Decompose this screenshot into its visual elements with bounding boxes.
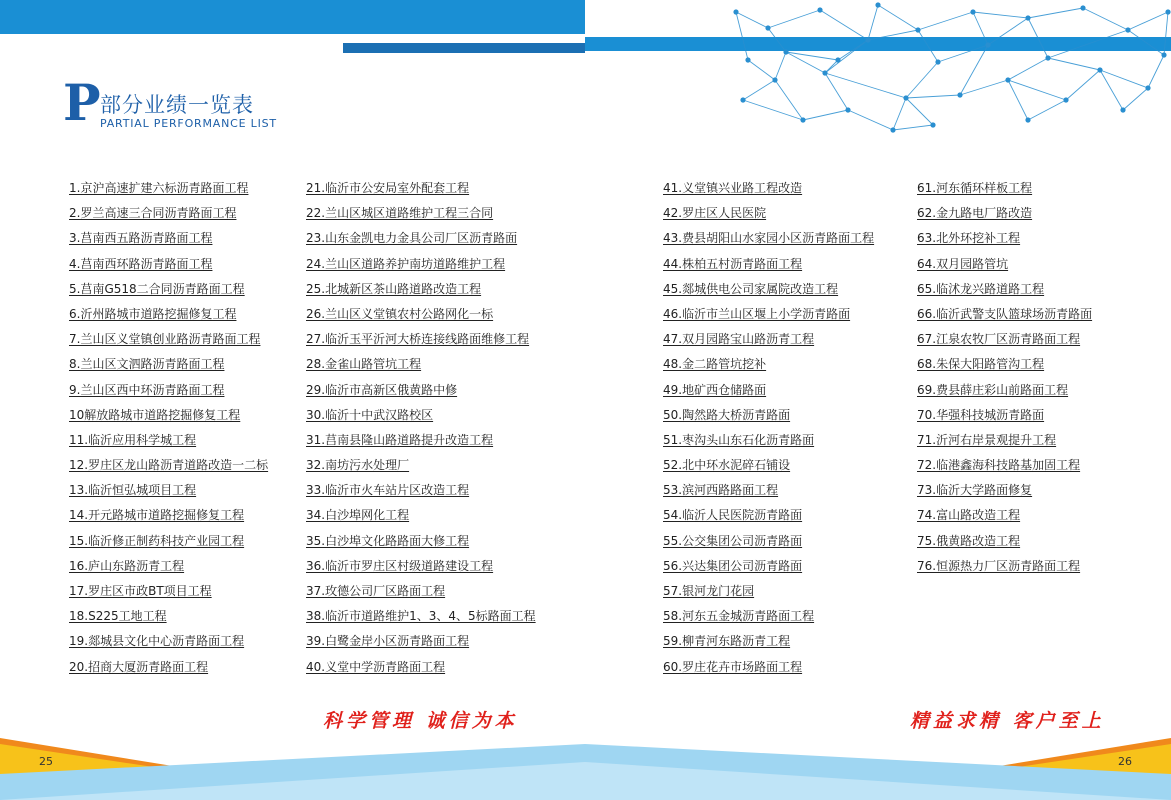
list-item[interactable]: 70.华强科技城沥青路面: [917, 407, 1045, 422]
list-item[interactable]: 19.郯城县文化中心沥青路面工程: [69, 634, 245, 649]
section-heading: [63, 73, 303, 134]
slogan-left: 科学管理 诚信为本: [323, 710, 518, 732]
list-item[interactable]: 42.罗庄区人民医院: [663, 206, 767, 221]
list-item[interactable]: 60.罗庄花卉市场路面工程: [663, 659, 803, 674]
list-item[interactable]: 32.南坊污水处理厂: [306, 458, 410, 473]
list-item[interactable]: 67.江泉农牧厂区沥青路面工程: [917, 332, 1081, 347]
list-item[interactable]: 64.双月园路管坑: [917, 256, 1009, 271]
list-item[interactable]: 49.地矿西仓储路面: [663, 382, 767, 397]
list-item[interactable]: 43.费县胡阳山水家园小区沥青路面工程: [663, 231, 875, 246]
list-item[interactable]: 16.庐山东路沥青工程: [69, 558, 185, 573]
list-item[interactable]: 57.银河龙门花园: [663, 584, 755, 598]
list-item[interactable]: 29.临沂市高新区俄黄路中修: [306, 382, 458, 397]
list-item[interactable]: 3.莒南西五路沥青路面工程: [69, 231, 213, 246]
list-item[interactable]: 66.临沂武警支队篮球场沥青路面: [917, 306, 1093, 321]
list-item[interactable]: 11.临沂应用科学城工程: [69, 432, 197, 447]
list-item[interactable]: 38.临沂市道路维护1、3、4、5标路面工程: [306, 609, 536, 624]
list-item[interactable]: 41.义堂镇兴业路工程改造: [663, 181, 803, 195]
list-item[interactable]: 34.白沙埠网化工程: [306, 508, 410, 523]
list-item[interactable]: 15.临沂修正制药科技产业园工程: [69, 533, 245, 548]
list-item[interactable]: 13.临沂恒弘城项目工程: [69, 483, 197, 498]
list-item[interactable]: 35.白沙埠文化路路面大修工程: [306, 533, 470, 548]
list-item[interactable]: 63.北外环挖补工程: [917, 231, 1021, 246]
list-item[interactable]: 59.柳青河东路沥青工程: [663, 634, 791, 649]
list-item[interactable]: 1.京沪高速扩建六标沥青路面工程: [69, 181, 249, 195]
list-item[interactable]: 47.双月园路宝山路沥青工程: [663, 332, 815, 347]
list-item[interactable]: 28.金雀山路管坑工程: [306, 357, 422, 372]
list-item[interactable]: 6.沂州路城市道路挖掘修复工程: [69, 306, 237, 321]
list-item[interactable]: 46.临沂市兰山区堰上小学沥青路面: [663, 306, 851, 321]
slogan-right: 精益求精 客户至上: [910, 710, 1105, 732]
list-item[interactable]: 8.兰山区文泗路沥青路面工程: [69, 357, 225, 372]
list-item[interactable]: 22.兰山区城区道路维护工程三合同: [306, 206, 494, 221]
list-item[interactable]: 20.招商大厦沥青路面工程: [69, 659, 209, 674]
list-item[interactable]: 68.朱保大阳路管沟工程: [917, 357, 1045, 372]
list-item[interactable]: 75.俄黄路改造工程: [917, 533, 1021, 548]
list-item[interactable]: 72.临港鑫海科技路基加固工程: [917, 458, 1081, 473]
list-item[interactable]: 56.兴达集团公司沥青路面: [663, 558, 803, 573]
list-item[interactable]: 53.滨河西路路面工程: [663, 483, 779, 498]
list-item[interactable]: 7.兰山区义堂镇创业路沥青路面工程: [69, 332, 261, 347]
top-banner-stripe: [343, 43, 585, 53]
list-item[interactable]: 27.临沂玉平沂河大桥连接线路面维修工程: [306, 332, 530, 347]
list-item[interactable]: 12.罗庄区龙山路沥青道路改造一二标: [69, 458, 269, 473]
list-item[interactable]: 50.陶然路大桥沥青路面: [663, 407, 791, 422]
page-number-left: 25: [39, 755, 53, 768]
list-item[interactable]: 51.枣沟头山东石化沥青路面: [663, 432, 815, 447]
list-item[interactable]: 33.临沂市火车站片区改造工程: [306, 483, 470, 498]
list-item[interactable]: 5.莒南G518二合同沥青路面工程: [69, 281, 245, 296]
project-list-column-2: [306, 179, 536, 683]
top-banner-left: [0, 0, 585, 34]
list-item[interactable]: 62.金九路电厂路改造: [917, 206, 1033, 221]
bottom-decoration: [0, 738, 1171, 800]
project-list-column-1: [69, 179, 268, 683]
list-item[interactable]: 37.玫德公司厂区路面工程: [306, 584, 446, 598]
page-title: 部分业绩一览表: [100, 93, 254, 117]
list-item[interactable]: 73.临沂大学路面修复: [917, 483, 1033, 498]
list-item[interactable]: 36.临沂市罗庄区村级道路建设工程: [306, 558, 494, 573]
list-item[interactable]: 52.北中环水泥碎石铺设: [663, 458, 791, 473]
page-subtitle: PARTIAL PERFORMANCE LIST: [100, 117, 277, 130]
list-item[interactable]: 45.郯城供电公司家属院改造工程: [663, 281, 839, 296]
list-item[interactable]: 31.莒南县隆山路道路提升改造工程: [306, 432, 494, 447]
list-item[interactable]: 14.开元路城市道路挖掘修复工程: [69, 508, 245, 523]
list-item[interactable]: 23.山东金凯电力金具公司厂区沥青路面: [306, 231, 518, 246]
project-list-column-3: [663, 179, 874, 683]
project-list-column-4: [917, 179, 1092, 582]
list-item[interactable]: 65.临沭龙兴路道路工程: [917, 281, 1045, 296]
list-item[interactable]: 9.兰山区西中环沥青路面工程: [69, 382, 225, 397]
list-item[interactable]: 2.罗兰高速三合同沥青路面工程: [69, 206, 237, 221]
list-item[interactable]: 30.临沂十中武汉路校区: [306, 407, 434, 422]
list-item[interactable]: 74.富山路改造工程: [917, 508, 1021, 523]
list-item[interactable]: 24.兰山区道路养护南坊道路维护工程: [306, 256, 506, 271]
list-item[interactable]: 39.白鹭金岸小区沥青路面工程: [306, 634, 470, 649]
list-item[interactable]: 54.临沂人民医院沥青路面: [663, 508, 803, 523]
heading-initial: P: [63, 73, 101, 132]
list-item[interactable]: 21.临沂市公安局室外配套工程: [306, 181, 470, 195]
list-item[interactable]: 58.河东五金城沥青路面工程: [663, 609, 815, 624]
list-item[interactable]: 69.费县薛庄彩山前路面工程: [917, 382, 1069, 397]
list-item[interactable]: 18.S225工地工程: [69, 609, 167, 624]
page-number-right: 26: [1118, 755, 1132, 768]
list-item[interactable]: 48.金二路管坑挖补: [663, 357, 767, 372]
list-item[interactable]: 4.莒南西环路沥青路面工程: [69, 256, 213, 271]
list-item[interactable]: 40.义堂中学沥青路面工程: [306, 659, 446, 674]
network-graphic: [728, 0, 1171, 140]
list-item[interactable]: 26.兰山区义堂镇农村公路网化一标: [306, 306, 494, 321]
list-item[interactable]: 61.河东循环样板工程: [917, 181, 1033, 195]
list-item[interactable]: 44.株柏五村沥青路面工程: [663, 256, 803, 271]
list-item[interactable]: 25.北城新区茶山路道路改造工程: [306, 281, 482, 296]
list-item[interactable]: 17.罗庄区市政BT项目工程: [69, 584, 212, 598]
list-item[interactable]: 55.公交集团公司沥青路面: [663, 533, 803, 548]
list-item[interactable]: 76.恒源热力厂区沥青路面工程: [917, 558, 1081, 573]
list-item[interactable]: 10解放路城市道路挖掘修复工程: [69, 407, 241, 422]
list-item[interactable]: 71.沂河右岸景观提升工程: [917, 432, 1057, 447]
